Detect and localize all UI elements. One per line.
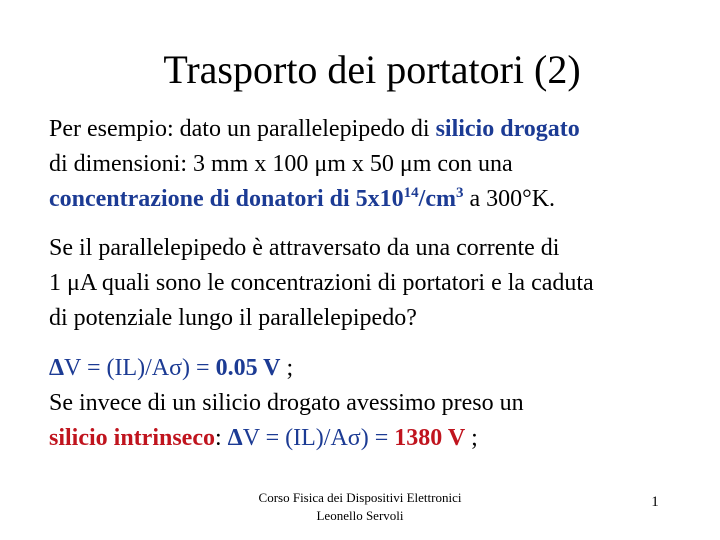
paragraph-example xyxy=(49,112,709,217)
paragraph-question xyxy=(49,231,709,336)
delta-symbol-2: Δ xyxy=(227,425,243,451)
equation-1: V = (IL)/Aσ) = xyxy=(64,355,216,381)
p1-exp-3: 3 xyxy=(455,185,464,201)
p1-exp-14: 14 xyxy=(403,185,419,201)
p1-text-1: Per esempio: dato un parallelepipedo di xyxy=(49,116,436,142)
delta-symbol-1: Δ xyxy=(49,355,65,381)
p1-silicio-drogato: silicio drogato xyxy=(435,116,580,142)
silicio-intrinseco: silicio intrinseco xyxy=(49,425,215,451)
colon: : xyxy=(214,425,228,451)
footer xyxy=(210,489,510,525)
semicolon-1: ; xyxy=(280,355,294,381)
p1-temperature: a 300°K. xyxy=(463,186,556,212)
footer-author: Leonello Servoli xyxy=(316,508,404,523)
p2-line-2: 1 μA quali sono le concentrazioni di portatori e la caduta xyxy=(49,270,594,296)
paragraph-answer xyxy=(49,351,709,456)
equation-2: V = (IL)/Aσ) = xyxy=(242,425,395,451)
p3-line-2: Se invece di un silicio drogato avessimo preso un xyxy=(49,390,524,416)
value-doped: 0.05 V xyxy=(215,355,281,381)
footer-course: Corso Fisica dei Dispositivi Elettronici xyxy=(258,490,462,505)
p1-text-3: di dimensioni: 3 mm x 100 μm x 50 μm con una xyxy=(49,151,513,177)
p1-concentrazione xyxy=(49,186,463,212)
slide-title: Trasporto dei portatori (2) xyxy=(163,47,581,92)
p1-concentrazione-text: concentrazione di donatori di 5x10 xyxy=(49,186,404,212)
p2-line-3: di potenziale lungo il parallelepipedo? xyxy=(49,305,417,331)
p2-line-1: Se il parallelepipedo è attraversato da una corrente di xyxy=(49,235,560,261)
page-number: 1 xyxy=(651,494,659,510)
semicolon-2: ; xyxy=(465,425,478,451)
value-intrinsic: 1380 V xyxy=(394,425,466,451)
p1-unit-cm: /cm xyxy=(418,186,456,212)
